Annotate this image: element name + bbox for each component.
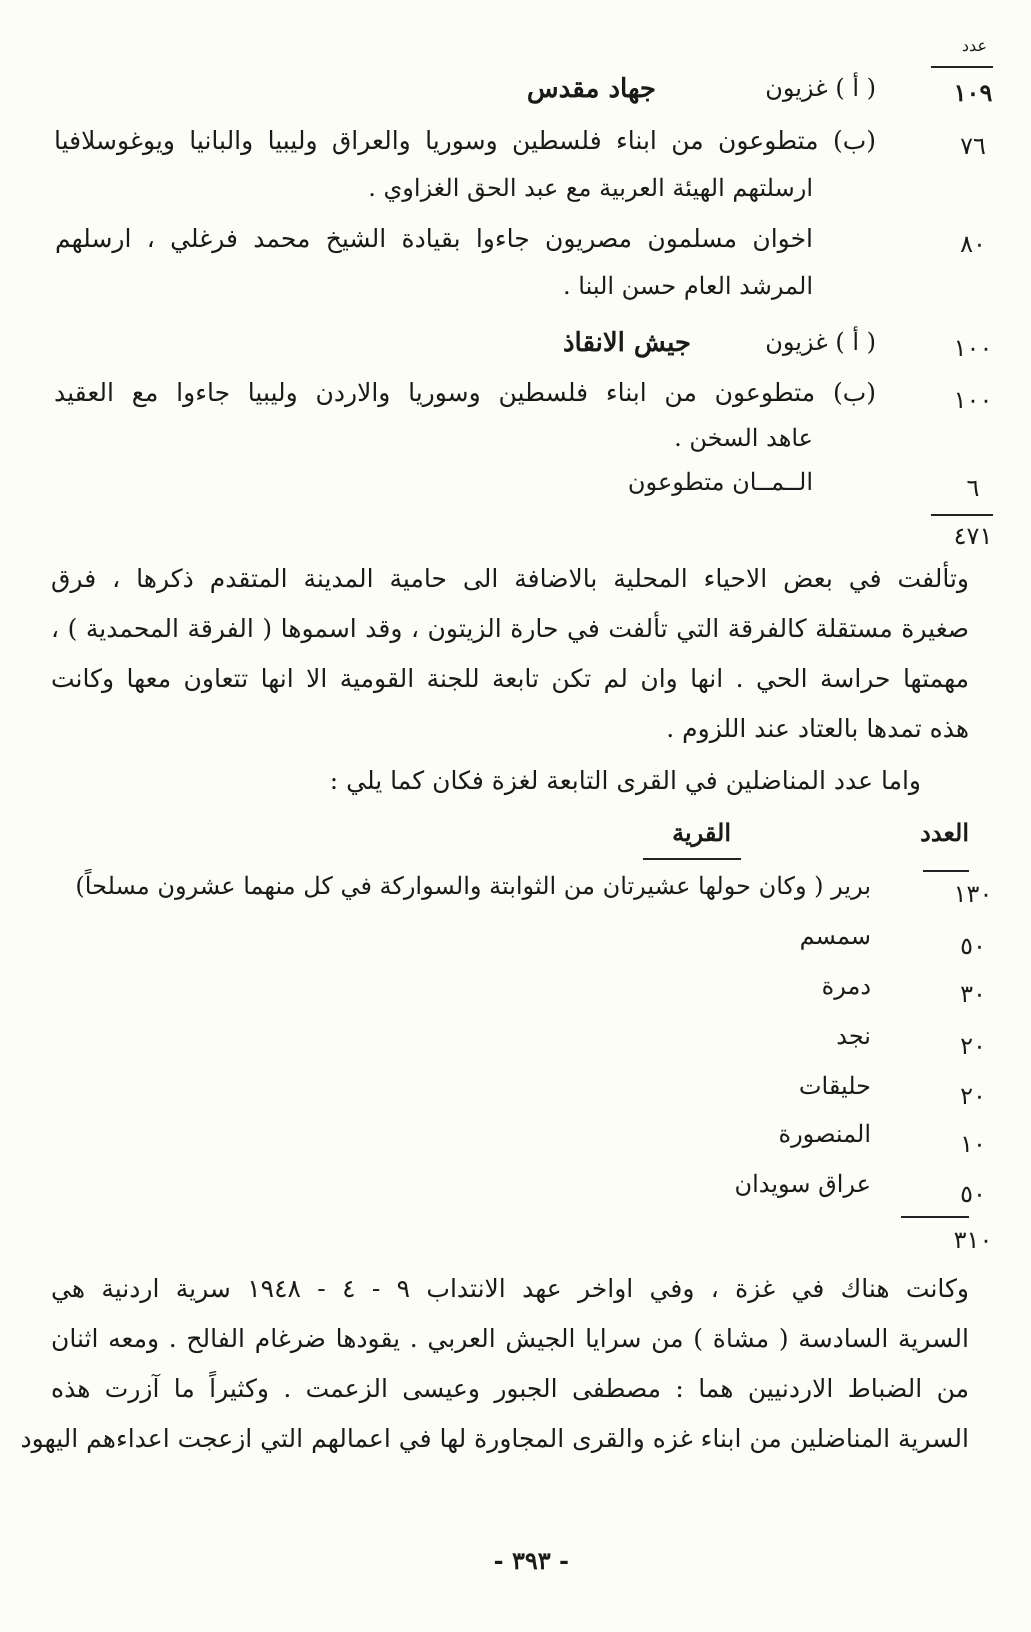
count-column-header: عدد bbox=[961, 36, 987, 55]
village-name: المنصورة bbox=[778, 1120, 871, 1148]
villages-intro: واما عدد المناضلين في القرى التابعة لغزة فكان كما يلي : bbox=[329, 766, 921, 795]
paragraph-line: صغيرة مستقلة كالفرقة التي تألفت في حارة الزيتون ، وقد اسموها ( الفرقة المحمدية ) ، bbox=[51, 614, 969, 643]
group-name: جيش الانقاذ bbox=[562, 328, 691, 358]
village-name: نجد bbox=[836, 1022, 871, 1050]
row-count: ٦ bbox=[966, 474, 980, 502]
sum-rule bbox=[901, 1216, 969, 1218]
row-text: اخوان مسلمون مصريون جاءوا بقيادة الشيخ محمد فرغلي ، ارسلهم bbox=[55, 224, 813, 253]
village-count: ٥٠ bbox=[960, 932, 986, 960]
row-text: المرشد العام حسن البنا . bbox=[563, 272, 813, 300]
village-header-underline bbox=[643, 858, 741, 860]
count-column-header: العدد bbox=[920, 818, 969, 847]
village-name: سمسم bbox=[799, 922, 871, 950]
village-column-header: القرية bbox=[672, 818, 731, 847]
paragraph-line: السرية المناضلين من ابناء غزه والقرى المجاورة لها في اعمالهم التي ازعجت اعداءهم اليهود bbox=[20, 1424, 969, 1453]
village-count: ٣٠ bbox=[960, 980, 986, 1008]
page-number: - ٣٩٣ - bbox=[493, 1546, 569, 1575]
village-count: ٢٠ bbox=[960, 1032, 986, 1060]
paragraph-line: هذه تمدها بالعتاد عند اللزوم . bbox=[666, 714, 969, 743]
village-count: ١٣٠ bbox=[953, 880, 993, 908]
sum-rule bbox=[931, 514, 993, 516]
group-name: جهاد مقدس bbox=[526, 74, 656, 104]
total-count: ٤٧١ bbox=[953, 522, 993, 550]
village-count: ٥٠ bbox=[960, 1180, 986, 1208]
header-rule bbox=[931, 66, 993, 68]
row-label: ( أ ) غزيون bbox=[765, 74, 876, 102]
village-count: ١٠ bbox=[960, 1130, 986, 1158]
row-count: ١٠٠ bbox=[953, 334, 993, 362]
paragraph-line: وتألفت في بعض الاحياء المحلية بالاضافة الى حامية المدينة المتقدم ذكرها ، فرق bbox=[51, 564, 969, 593]
village-name: حليقات bbox=[798, 1072, 871, 1100]
row-count: ١٠٠ bbox=[953, 386, 993, 414]
row-text: ارسلتهم الهيئة العربية مع عبد الحق الغزاوي . bbox=[368, 174, 813, 202]
village-count: ٢٠ bbox=[960, 1082, 986, 1110]
paragraph-line: مهمتها حراسة الحي . انها وان لم تكن تابعة للجنة القومية الا انها تتعاون معها وكانت bbox=[51, 664, 969, 693]
row-text: (ب) متطوعون من ابناء فلسطين وسوريا والعراق وليبيا والبانيا ويوغوسلافيا bbox=[54, 126, 876, 155]
row-text: (ب) متطوعون من ابناء فلسطين وسوريا والاردن وليبيا جاءوا مع العقيد bbox=[54, 378, 876, 407]
paragraph-line: من الضباط الاردنيين هما : مصطفى الجبور وعيسى الزعمت . وكثيراً ما آزرت هذه bbox=[51, 1374, 969, 1403]
paragraph-line: السرية السادسة ( مشاة ) من سرايا الجيش العربي . يقودها ضرغام الفالح . ومعه اثنان bbox=[51, 1324, 969, 1353]
row-text: الــمــان متطوعون bbox=[627, 468, 813, 496]
count-header-underline bbox=[923, 870, 969, 872]
row-count: ١٠٩ bbox=[953, 78, 993, 107]
village-name: عراق سويدان bbox=[734, 1170, 871, 1198]
village-name: دمرة bbox=[821, 972, 871, 1000]
row-count: ٧٦ bbox=[960, 132, 986, 160]
village-name: برير ( وكان حولها عشيرتان من الثوابتة والسواركة في كل منهما عشرون مسلحاً) bbox=[75, 872, 871, 900]
row-text: عاهد السخن . bbox=[674, 424, 813, 452]
row-label: ( أ ) غزيون bbox=[765, 328, 876, 356]
row-count: ٨٠ bbox=[960, 230, 986, 258]
paragraph-line: وكانت هناك في غزة ، وفي اواخر عهد الانتداب ٩ - ٤ - ١٩٤٨ سرية اردنية هي bbox=[51, 1274, 969, 1303]
total-count: ٣١٠ bbox=[953, 1226, 993, 1254]
